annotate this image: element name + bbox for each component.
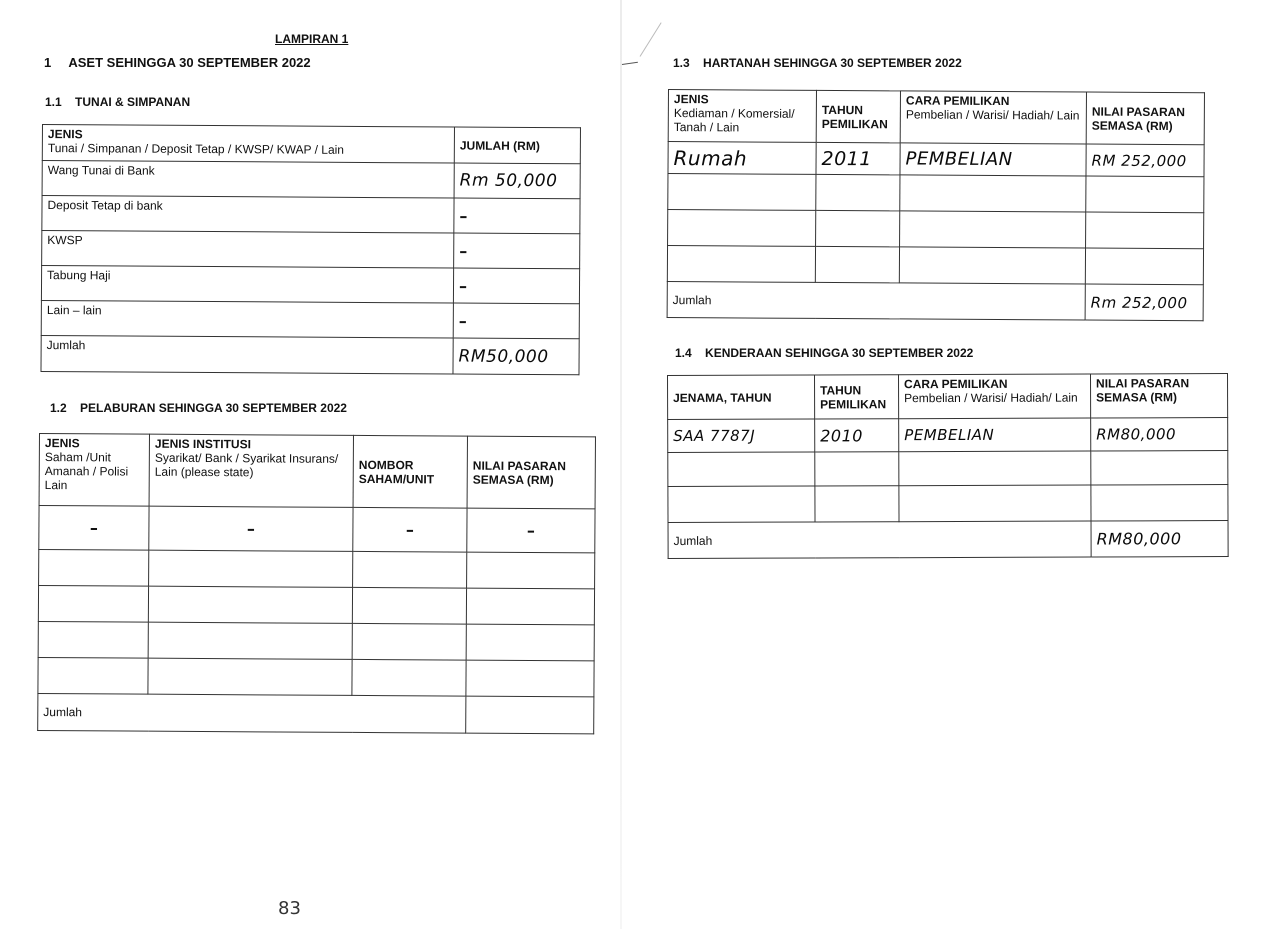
page-number: 83 — [278, 898, 301, 919]
tunai-jenis-sub: Tunai / Simpanan / Deposit Tetap / KWSP/ KWAP / Lain — [47, 141, 345, 157]
hartanah-table — [667, 89, 1205, 321]
pelaburan-col2-title: JENIS INSTITUSI — [154, 436, 252, 452]
kenderaan-total-value — [1091, 521, 1228, 557]
hartanah-total-label: Jumlah — [667, 281, 1085, 320]
table-row — [38, 657, 594, 696]
tunai-title: TUNAI & SIMPANAN — [75, 95, 191, 109]
kenderaan-nilai-cell — [1091, 418, 1228, 451]
kenderaan-col3-header — [899, 374, 1091, 419]
kenderaan-col3-sub: Pembelian / Warisi/ Hadiah/ Lain — [904, 390, 1078, 406]
kenderaan-total-label: Jumlah — [668, 521, 1091, 558]
section-1-heading — [44, 55, 311, 70]
handwritten-value: 2011 — [821, 147, 873, 170]
tunai-row-label: KWSP — [42, 231, 454, 269]
handwritten-dash: – — [526, 520, 535, 541]
handwritten-value: Rumah — [673, 145, 748, 170]
handwritten-dash: – — [405, 520, 414, 540]
table-row — [668, 142, 1204, 177]
handwritten-value: RM 252,000 — [1091, 151, 1187, 170]
pelaburan-cell — [149, 506, 353, 551]
tunai-jenis-title: JENIS — [47, 127, 83, 142]
table-row — [667, 246, 1203, 285]
tunai-row-value — [453, 303, 579, 339]
table-row — [668, 174, 1204, 213]
pelaburan-col3-label: NOMBOR SAHAM/UNIT — [358, 457, 435, 486]
table-row — [42, 196, 580, 234]
kenderaan-number: 1.4 — [675, 346, 692, 360]
kenderaan-col1-header — [668, 375, 815, 420]
table-header-row — [42, 125, 580, 164]
tunai-number: 1.1 — [45, 95, 62, 109]
tunai-table — [40, 124, 581, 375]
page-fold — [620, 0, 622, 929]
hartanah-heading — [673, 56, 962, 70]
kenderaan-tahun-cell — [815, 419, 899, 452]
table-row — [39, 550, 595, 589]
section-1-title: ASET SEHINGGA 30 SEPTEMBER 2022 — [68, 55, 311, 70]
tunai-jumlah-label: JUMLAH (RM) — [459, 138, 540, 153]
kenderaan-col4-header — [1090, 374, 1227, 418]
table-row — [668, 485, 1228, 523]
tunai-jumlah-header — [454, 127, 580, 164]
pelaburan-col1-sub: Saham /Unit Amanah / Polisi Lain — [44, 450, 129, 493]
handwritten-dash: – — [459, 206, 468, 226]
hartanah-tahun-cell — [816, 142, 900, 175]
section-1-number: 1 — [44, 55, 52, 70]
kenderaan-heading — [675, 346, 973, 360]
table-total-row — [38, 693, 594, 733]
tunai-row-label: Deposit Tetap di bank — [42, 196, 454, 234]
hartanah-col4-header — [1086, 92, 1204, 145]
hartanah-col3-header — [900, 91, 1086, 144]
hartanah-col4-label: NILAI PASARAN SEMASA (RM) — [1091, 104, 1186, 133]
pelaburan-col4-header — [467, 436, 595, 509]
hartanah-col3-title: CARA PEMILIKAN — [905, 93, 1010, 109]
table-header-row — [668, 90, 1204, 145]
hartanah-number: 1.3 — [673, 56, 690, 70]
handwritten-value: RM80,000 — [1096, 425, 1177, 444]
lampiran-title: LAMPIRAN 1 — [275, 32, 349, 46]
kenderaan-col4-label: NILAI PASARAN SEMASA (RM) — [1096, 376, 1190, 405]
tunai-heading — [45, 95, 190, 109]
kenderaan-cara-cell — [899, 418, 1091, 452]
table-row — [39, 506, 595, 553]
handwritten-value: SAA 7787J — [673, 426, 756, 445]
handwritten-dash: – — [459, 241, 468, 261]
handwritten-value: Rm 50,000 — [459, 170, 558, 192]
kenderaan-col2-header — [815, 375, 899, 419]
hartanah-col1-header — [668, 90, 816, 143]
tunai-row-label: Tabung Haji — [41, 266, 453, 304]
tunai-row-value — [453, 268, 579, 304]
tunai-total-value — [453, 338, 579, 375]
table-row — [42, 161, 580, 199]
handwritten-dash: – — [458, 276, 468, 296]
pelaburan-number: 1.2 — [50, 401, 67, 415]
hartanah-col1-sub: Kediaman / Komersial/ Tanah / Lain — [673, 106, 795, 135]
handwritten-value: Rm 252,000 — [1090, 293, 1188, 312]
hartanah-title: HARTANAH SEHINGGA 30 SEPTEMBER 2022 — [703, 56, 962, 70]
table-total-row — [668, 521, 1228, 559]
handwritten-dash: – — [89, 518, 98, 538]
pelaburan-table — [37, 433, 596, 734]
paper-edge-mark — [640, 22, 662, 56]
tunai-row-value — [454, 233, 580, 269]
kenderaan-table — [667, 373, 1229, 559]
handwritten-value: 2010 — [820, 425, 863, 445]
table-row — [668, 418, 1228, 453]
hartanah-col1-title: JENIS — [673, 92, 709, 107]
hartanah-col2-label: TAHUN PEMILIKAN — [821, 102, 888, 131]
handwritten-dash: – — [458, 311, 467, 331]
tunai-row-label: Lain – lain — [41, 300, 453, 338]
table-row — [668, 210, 1204, 249]
tunai-row-label: Wang Tunai di Bank — [42, 161, 454, 199]
hartanah-cara-cell — [900, 143, 1086, 176]
pelaburan-col1-header — [39, 434, 149, 507]
pelaburan-cell — [467, 508, 595, 553]
table-header-row — [39, 434, 595, 509]
tunai-row-value — [454, 198, 580, 234]
table-row — [41, 300, 579, 338]
pelaburan-col3-header — [353, 435, 467, 508]
kenderaan-col2-label: TAHUN PEMILIKAN — [820, 382, 887, 411]
pelaburan-col1-title: JENIS — [44, 436, 80, 451]
table-row — [668, 451, 1228, 487]
table-row — [41, 266, 579, 304]
hartanah-nilai-cell — [1086, 144, 1204, 177]
table-row — [38, 621, 594, 660]
paper-edge-mark — [622, 62, 638, 65]
handwritten-dash: – — [246, 519, 255, 539]
hartanah-col3-sub: Pembelian / Warisi/ Hadiah/ Lain — [905, 107, 1080, 123]
table-total-row — [41, 335, 579, 374]
pelaburan-heading — [50, 401, 347, 415]
hartanah-col2-header — [816, 90, 900, 143]
kenderaan-col1-label: JENAMA, TAHUN — [673, 390, 772, 405]
handwritten-value: RM80,000 — [1096, 529, 1182, 549]
kenderaan-col3-title: CARA PEMILIKAN — [904, 376, 1008, 392]
tunai-jenis-header — [42, 125, 454, 164]
pelaburan-total-label: Jumlah — [38, 693, 466, 733]
table-row — [42, 231, 580, 269]
hartanah-jenis-cell — [668, 142, 816, 175]
hartanah-total-value — [1085, 284, 1203, 321]
table-total-row — [667, 281, 1203, 320]
handwritten-value: PEMBELIAN — [904, 425, 995, 445]
pelaburan-cell — [39, 506, 149, 551]
pelaburan-col2-sub: Syarikat/ Bank / Syarikat Insurans/ Lain (please state) — [154, 450, 339, 480]
pelaburan-cell — [353, 507, 467, 552]
tunai-row-value — [454, 163, 580, 199]
tunai-total-label: Jumlah — [41, 335, 453, 374]
table-row — [38, 586, 594, 625]
pelaburan-col4-label: NILAI PASARAN SEMASA (RM) — [472, 458, 566, 487]
kenderaan-title: KENDERAAN SEHINGGA 30 SEPTEMBER 2022 — [705, 346, 974, 360]
handwritten-value: PEMBELIAN — [905, 148, 1013, 171]
handwritten-value: RM50,000 — [458, 346, 549, 367]
table-header-row — [668, 374, 1228, 420]
pelaburan-title: PELABURAN SEHINGGA 30 SEPTEMBER 2022 — [80, 401, 347, 415]
pelaburan-col2-header — [149, 434, 353, 507]
kenderaan-jenama-cell — [668, 419, 815, 453]
